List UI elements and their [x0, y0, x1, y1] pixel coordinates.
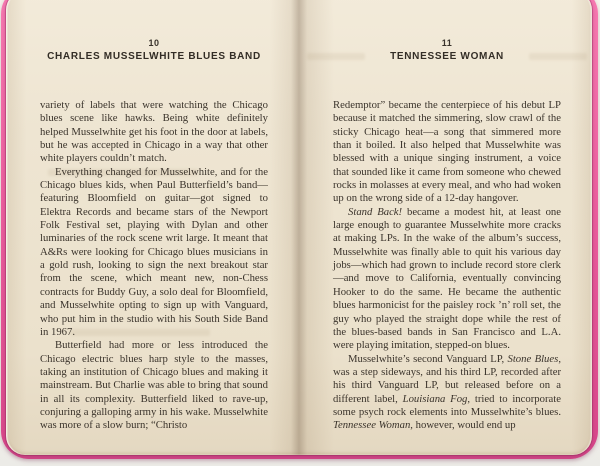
show-through-ghost — [307, 53, 365, 60]
page-right — [333, 0, 561, 455]
page-number: 10 — [148, 38, 160, 48]
page-body — [40, 99, 268, 433]
paragraph: Butterfield had more or less introduced the Chicago electric blues harp style to the masses, taking an institution of Chicago blues and making it mainstream. But Charlie was able to bring that sound in all its complexity. Butterfield liked to rave-up, conjuring a galloping army in his wake. Musselwhite was more of a slow burn; “Christo — [40, 339, 268, 432]
paragraph: Everything changed for Musselwhite, and for the Chicago blues kids, when Paul Butterfield’s band—featuring Bloomfield on guitar—got signed to Elektra Records and became stars of the Newport Folk Festival set, playing with Dylan and other luminaries of the rock scene writ large. It meant that A&Rs were looking for Chicago blues musicians in a gold rush, looking to sign the next breakout star from the scene, which meant new, non-Chess contracts for Buddy Guy, a solo deal for Bloomfield, and Musselwhite opting to sign up with Vanguard, who put him in the studio with his South Side Band in 1967. — [40, 165, 268, 338]
page-left — [40, 0, 268, 455]
page-number: 11 — [441, 38, 453, 48]
running-header: TENNESSEE WOMAN — [390, 51, 504, 62]
running-header: CHARLES MUSSELWHITE BLUES BAND — [47, 51, 261, 62]
paragraph: Redemptor” became the centerpiece of his debut LP because it matched the simmering, slow crawl of the sticky Chicago heat—a song that simmered more than it boiled. It also helped that Musselwhite was blessed with a unique singing instrument, a voice that sounded like it came from someone who chewed rocks in molasses at every meal, and who had woken up on the wrong side of a 12-day hangover. — [333, 99, 561, 205]
page-body — [333, 99, 561, 433]
paragraph: Musselwhite’s second Vanguard LP, Stone Blues, was a step sideways, and his third LP, recorded after his third Vanguard LP, but released before on a different label, Louisiana Fog, tried to incorporate some psych rock elements into Musselwhite’s blues. Tennessee Woman, however, would end up — [333, 352, 561, 432]
book-page-spread — [6, 0, 592, 455]
paragraph: Stand Back! became a modest hit, at least one large enough to guarantee Musselwhite more cracks at making LPs. In the wake of the album’s success, Musselwhite was finally able to quit his various day jobs—which had grown to include record store clerk—and move to California, eventually convincing Hooker to do the same. He became the authentic blues harmonicist for the paisley rock ’n’ roll set, the guy who played the straight dope while the rest of the blues-based bands in San Francisco and L.A. were playing imitation, stepped-on blues. — [333, 205, 562, 352]
paragraph: variety of labels that were watching the Chicago blues scene like hawks. Being white definitely helped Musselwhite get his foot in the door at labels, but he was accepted in Chicago in a way that other white players couldn’t match. — [40, 99, 268, 165]
show-through-ghost — [529, 53, 587, 60]
